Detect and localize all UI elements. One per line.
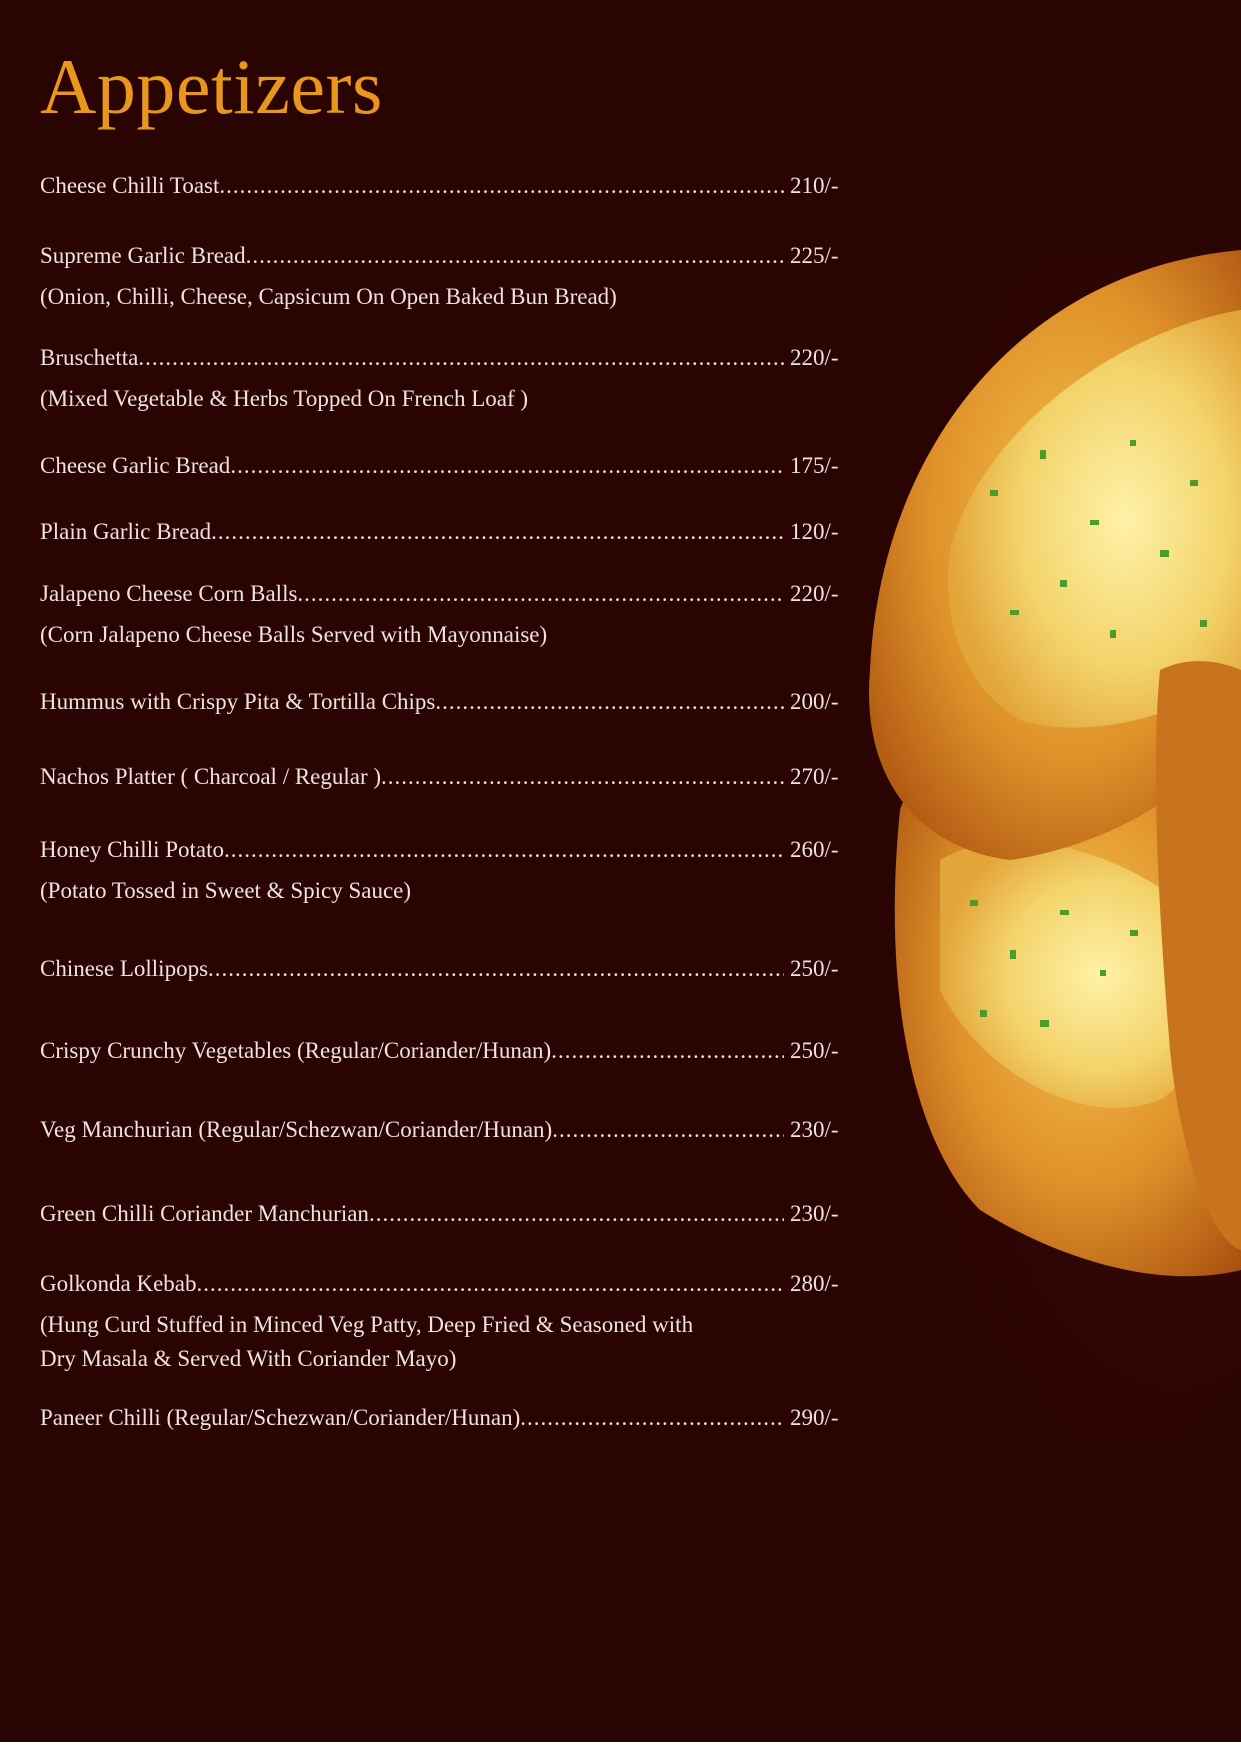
item-price: 220/- — [790, 581, 839, 606]
dot-leader — [138, 344, 784, 372]
item-name: Nachos Platter ( Charcoal / Regular ) — [40, 764, 382, 789]
dot-leader — [246, 242, 784, 270]
item-price: 200/- — [790, 689, 839, 714]
item-name: Green Chilli Coriander Manchurian — [40, 1201, 369, 1226]
item-description: (Mixed Vegetable & Herbs Topped On French Loaf ) — [40, 386, 529, 411]
dot-leader — [197, 1270, 785, 1298]
item-description: (Hung Curd Stuffed in Minced Veg Patty, Deep Fried & Seasoned with Dry Masala & Served With Coriander Mayo) — [40, 1312, 694, 1371]
item-price: 280/- — [790, 1271, 839, 1296]
item-price: 290/- — [790, 1405, 839, 1430]
item-price: 175/- — [790, 453, 839, 478]
menu-item — [40, 518, 850, 546]
menu-item — [40, 1200, 850, 1228]
menu-item — [40, 242, 850, 314]
menu-item — [40, 580, 850, 652]
dot-leader — [230, 452, 784, 480]
dot-leader — [520, 1404, 784, 1432]
menu-item — [40, 688, 850, 716]
item-name: Veg Manchurian (Regular/Schezwan/Coriander/Hunan) — [40, 1117, 553, 1142]
item-description: (Potato Tossed in Sweet & Spicy Sauce) — [40, 878, 412, 903]
item-price: 250/- — [790, 956, 839, 981]
dot-leader — [551, 1037, 784, 1065]
dot-leader — [369, 1200, 784, 1228]
item-price: 250/- — [790, 1038, 839, 1063]
item-name: Hummus with Crispy Pita & Tortilla Chips — [40, 689, 436, 714]
dot-leader — [208, 955, 784, 983]
item-description: (Onion, Chilli, Cheese, Capsicum On Open Baked Bun Bread) — [40, 284, 617, 309]
menu-item — [40, 1037, 850, 1065]
item-price: 220/- — [790, 345, 839, 370]
item-price: 270/- — [790, 764, 839, 789]
dot-leader — [552, 1116, 784, 1144]
item-price: 120/- — [790, 519, 839, 544]
item-price: 230/- — [790, 1201, 839, 1226]
page-title: Appetizers — [40, 43, 383, 130]
dot-leader — [435, 688, 784, 716]
item-name: Jalapeno Cheese Corn Balls — [40, 581, 298, 606]
item-price: 225/- — [790, 243, 839, 268]
menu-item — [40, 763, 850, 791]
menu-item — [40, 344, 850, 416]
menu-item — [40, 955, 850, 983]
item-price: 210/- — [790, 173, 839, 198]
dot-leader — [224, 836, 784, 864]
menu-item — [40, 1116, 850, 1144]
item-name: Plain Garlic Bread — [40, 519, 212, 544]
dot-leader — [381, 763, 784, 791]
item-price: 230/- — [790, 1117, 839, 1142]
garlic-bread-photo — [860, 250, 1241, 1450]
dot-leader — [211, 518, 784, 546]
item-name: Crispy Crunchy Vegetables (Regular/Coriander/Hunan) — [40, 1038, 552, 1063]
item-name: Chinese Lollipops — [40, 956, 209, 981]
item-description: (Corn Jalapeno Cheese Balls Served with Mayonnaise) — [40, 622, 548, 647]
item-name: Cheese Garlic Bread — [40, 453, 231, 478]
menu-item — [40, 172, 850, 200]
menu-item — [40, 836, 850, 908]
menu-item — [40, 1270, 850, 1376]
dot-leader — [219, 172, 784, 200]
item-name: Paneer Chilli (Regular/Schezwan/Coriander/Hunan) — [40, 1405, 521, 1430]
item-name: Golkonda Kebab — [40, 1271, 197, 1296]
item-name: Supreme Garlic Bread — [40, 243, 246, 268]
item-name: Bruschetta — [40, 345, 139, 370]
item-price: 260/- — [790, 837, 839, 862]
menu-item — [40, 1404, 850, 1432]
item-name: Honey Chilli Potato — [40, 837, 224, 862]
menu-item — [40, 452, 850, 480]
item-name: Cheese Chilli Toast — [40, 173, 220, 198]
dot-leader — [297, 580, 784, 608]
